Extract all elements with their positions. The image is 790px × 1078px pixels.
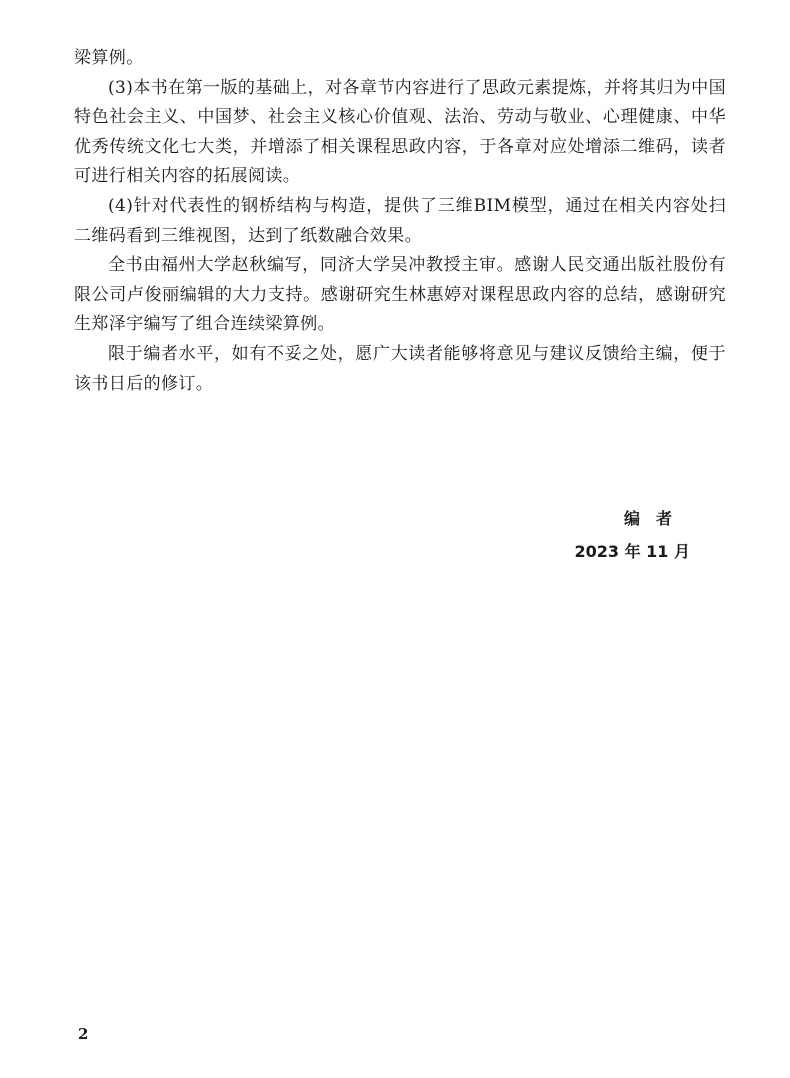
page-number: 2 <box>78 1025 89 1043</box>
paragraph-item-3: (3)本书在第一版的基础上，对各章节内容进行了思政元素提炼，并将其归为中国特色社会主义、中国梦、社会主义核心价值观、法治、劳动与敬业、心理健康、中华优秀传统文化七大类，并增添了相关课程思政内容，于各章对应处增添二维码，读者可进行相关内容的拓展阅读。 <box>74 77 726 187</box>
paragraph-continuation: 梁算例。 <box>74 48 144 68</box>
paragraph-feedback: 限于编者水平，如有不妥之处，愿广大读者能够将意见与建议反馈给主编，便于该书日后的修订。 <box>74 343 726 394</box>
body-text <box>74 44 726 399</box>
signature-date: 2023 年 11 月 <box>574 542 690 561</box>
paragraph-acknowledgements: 全书由福州大学赵秋编写，同济大学吴冲教授主审。感谢人民交通出版社股份有限公司卢俊丽编辑的大力支持。感谢研究生林惠婷对课程思政内容的总结，感谢研究生郑泽宇编写了组合连续梁算例。 <box>74 255 726 335</box>
paragraph-item-4: (4)针对代表性的钢桥结构与构造，提供了三维BIM模型，通过在相关内容处扫二维码看到三维视图，达到了纸数融合效果。 <box>74 195 726 246</box>
signature-author: 编 者 <box>623 509 672 528</box>
